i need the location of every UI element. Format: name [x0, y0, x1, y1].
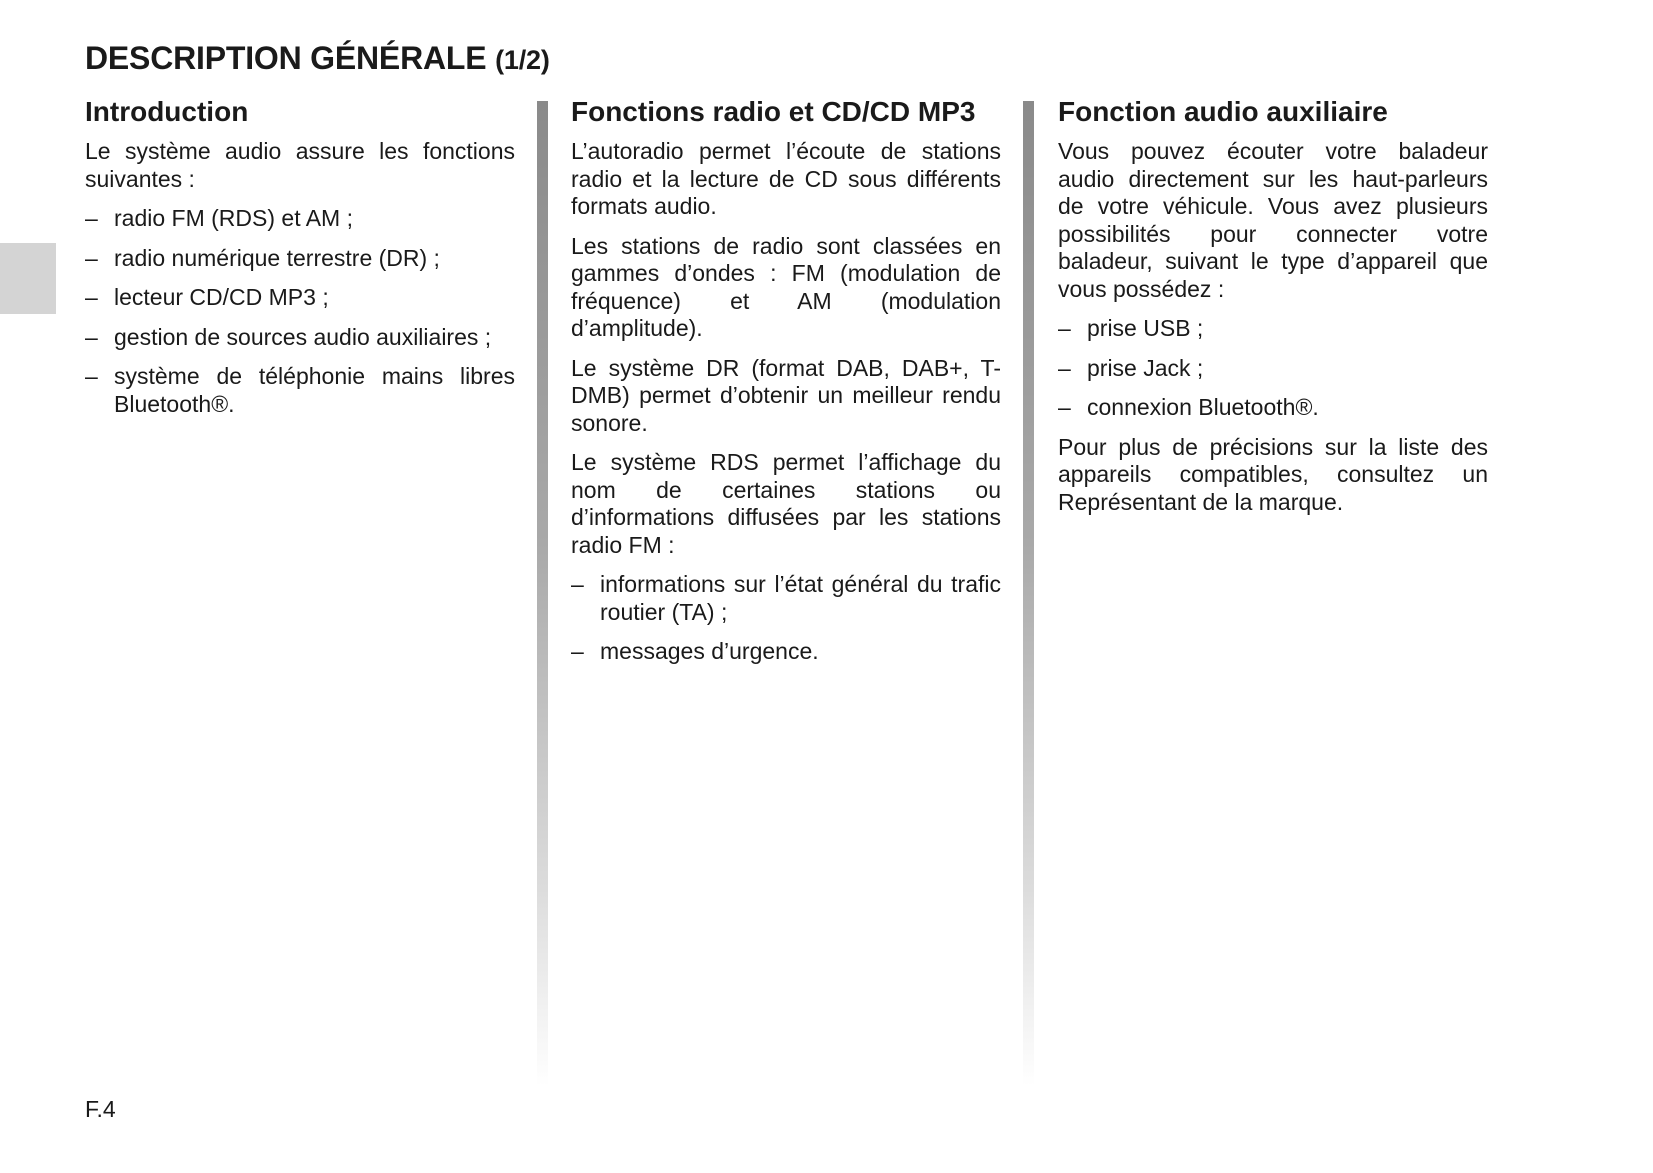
radio-paragraph: L’autoradio permet l’écoute de stations radio et la lecture de CD sous différents formats audio. [571, 138, 1001, 219]
list-item: – prise USB ; [1058, 315, 1204, 341]
list-item: – système de téléphonie mains libres Bluetooth®. [85, 363, 515, 417]
introduction-column [85, 96, 515, 430]
column-divider [537, 101, 548, 1086]
page-title [85, 40, 550, 77]
introduction-paragraph: Le système audio assure les fonctions suivantes : [85, 138, 515, 192]
dash-marker: – [1058, 354, 1071, 381]
radio-paragraph: Les stations de radio sont classées en gammes d’ondes : FM (modulation de fréquence) et AM (modulation d’amplitude). [571, 232, 1001, 341]
column-divider [1023, 101, 1034, 1086]
dash-marker: – [85, 284, 98, 310]
page-number: F.4 [85, 1096, 116, 1122]
dash-marker: – [85, 363, 98, 389]
radio-heading: Fonctions radio et CD/CD MP3 [571, 96, 976, 127]
introduction-heading: Introduction [85, 96, 249, 127]
list-item: – messages d’urgence. [571, 638, 819, 664]
auxiliary-heading: Fonction audio auxiliaire [1058, 96, 1388, 127]
dash-marker: – [85, 244, 98, 271]
dash-marker: – [571, 638, 584, 664]
radio-column [571, 96, 1001, 678]
dash-marker: – [571, 571, 584, 597]
auxiliary-outro-paragraph: Pour plus de précisions sur la liste des appareils compatibles, consultez un Représentant de la marque. [1058, 433, 1488, 515]
rds-info-list [571, 571, 1001, 666]
list-item: – prise Jack ; [1058, 354, 1204, 381]
dash-marker: – [1058, 315, 1071, 341]
list-item: – radio FM (RDS) et AM ; [85, 205, 353, 231]
list-item: – connexion Bluetooth®. [1058, 394, 1319, 420]
section-tab-marker [0, 243, 56, 314]
dash-marker: – [85, 323, 98, 350]
page-title-text: DESCRIPTION GÉNÉRALE [85, 40, 487, 76]
dash-marker: – [85, 205, 98, 231]
dash-marker: – [1058, 394, 1071, 420]
function-list [85, 205, 515, 418]
list-item: – lecteur CD/CD MP3 ; [85, 284, 329, 310]
list-item: – informations sur l’état général du trafic routier (TA) ; [571, 571, 1001, 625]
connection-list [1058, 315, 1488, 422]
radio-paragraph: Le système DR (format DAB, DAB+, T-DMB) permet d’obtenir un meilleur rendu sonore. [571, 354, 1001, 436]
page-part-indicator: (1/2) [495, 45, 550, 75]
auxiliary-column [1058, 96, 1488, 528]
list-item: – gestion de sources audio auxiliaires ; [85, 323, 492, 350]
auxiliary-paragraph: Vous pouvez écouter votre baladeur audio directement sur les haut-parleurs de votre véhicule. Vous avez plusieurs possibilités pour connecter votre baladeur, suivant le type d’appareil que vous possédez : [1058, 138, 1488, 302]
radio-paragraph: Le système RDS permet l’affichage du nom de certaines stations ou d’informations diffusées par les stations radio FM : [571, 449, 1001, 558]
list-item: – radio numérique terrestre (DR) ; [85, 244, 440, 271]
